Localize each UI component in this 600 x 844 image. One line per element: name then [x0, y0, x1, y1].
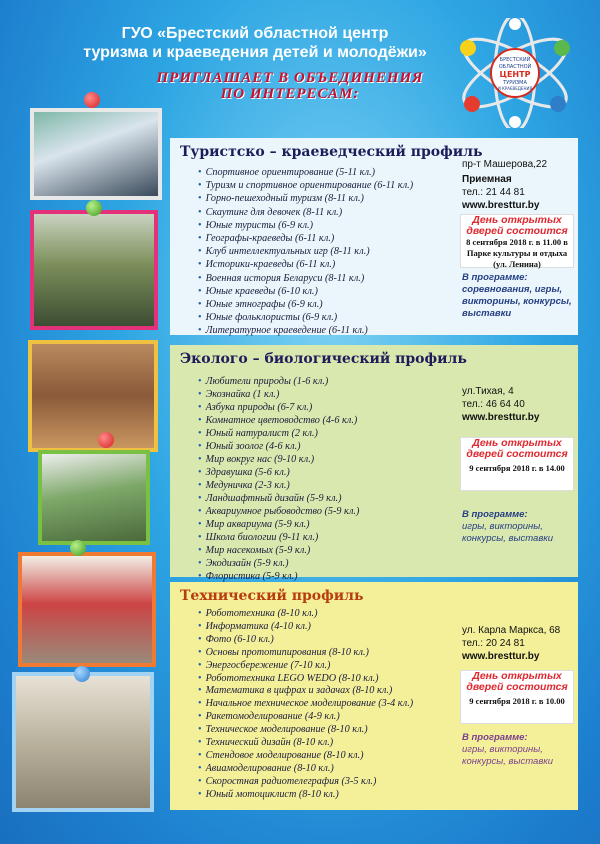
- address: ул. Карла Маркса, 68: [462, 625, 561, 636]
- photo-rafting: [30, 108, 162, 200]
- list-item: • Военная история Беларуси (8-11 кл.): [198, 272, 413, 285]
- list-item: • Юные туристы (6-9 кл.): [198, 219, 413, 232]
- photo-aircraft-models: [18, 552, 156, 667]
- list-item: • Школа биологии (9-11 кл.): [198, 531, 359, 544]
- list-item: • Мир аквариума (5-9 кл.): [198, 518, 359, 531]
- list-item: • Математика в цифрах и задачах (8-10 кл.): [198, 685, 413, 698]
- contact-info: [462, 158, 580, 212]
- photo-forest-group: [30, 210, 158, 330]
- address: пр-т Машерова,22: [462, 159, 548, 170]
- contact-info: [462, 624, 580, 663]
- section-technical-profile: [170, 582, 578, 810]
- list-item: • Мир насекомых (5-9 кл.): [198, 544, 359, 557]
- section-title: Туристско – краеведческий профиль: [180, 144, 483, 160]
- list-item: • Любители природы (1-6 кл.): [198, 375, 359, 388]
- open-day-title: День открытых дверей состоится: [466, 670, 568, 693]
- list-item: • Юный мотоциклист (8-10 кл.): [198, 789, 413, 802]
- open-day-title: День открытых дверей состоится: [466, 214, 568, 237]
- logo-line5: И КРАЕВЕДЕНИЯ: [497, 86, 533, 91]
- course-list: [198, 375, 359, 583]
- decor-ball-red: [84, 92, 100, 108]
- open-day-text: 9 сентября 2018 г. в 10.00: [469, 696, 565, 706]
- list-item: • Аквариумное рыбоводство (5-9 кл.): [198, 505, 359, 518]
- list-item: • Фото (6-10 кл.): [198, 634, 413, 647]
- list-item: • Горно-пешеходный туризм (8-11 кл.): [198, 192, 413, 205]
- program-info: [462, 509, 574, 545]
- list-item: • Спортивное ориентирование (5-11 кл.): [198, 166, 413, 179]
- list-item: • Авиамоделирование (8-10 кл.): [198, 763, 413, 776]
- contact-info: [462, 385, 580, 424]
- list-item: • Ракетомоделирование (4-9 кл.): [198, 711, 413, 724]
- program-info: [462, 272, 574, 320]
- section-ecology-profile: [170, 345, 578, 582]
- website: www.bresttur.by: [462, 651, 540, 662]
- program-head: В программе:: [462, 509, 528, 520]
- phone: тел.: 46 64 40: [462, 399, 525, 410]
- list-item: • Мир вокруг нас (9-10 кл.): [198, 453, 359, 466]
- list-item: • Основы прототипирования (8-10 кл.): [198, 647, 413, 660]
- list-item: • Флористика (5-9 кл.): [198, 570, 359, 583]
- list-item: • Энергосбережение (7-10 кл.): [198, 660, 413, 673]
- list-item: • Медуничка (2-3 кл.): [198, 479, 359, 492]
- list-item: • Азбука природы (6-7 кл.): [198, 401, 359, 414]
- list-item: • Комнатное цветоводство (4-6 кл.): [198, 414, 359, 427]
- section-title: Эколого – биологический профиль: [180, 351, 467, 367]
- course-list: [198, 608, 413, 802]
- decor-ball-green: [86, 200, 102, 216]
- invite-heading: ПРИГЛАШАЕТ В ОБЪЕДИНЕНИЯ ПО ИНТЕРЕСАМ:: [156, 70, 424, 102]
- photo-children-indoor: [28, 340, 158, 452]
- list-item: • Юные этнографы (6-9 кл.): [198, 298, 413, 311]
- list-item: • Юный натуралист (2 кл.): [198, 427, 359, 440]
- list-item: • Экознайка (1 кл.): [198, 388, 359, 401]
- program-info: [462, 732, 574, 768]
- open-day-text: 8 сентября 2018 г. в 11.00 в Парке культуры и отдыха (ул. Ленина): [466, 237, 568, 269]
- list-item: • Туризм и спортивное ориентирование (6-11 кл.): [198, 179, 413, 192]
- decor-ball-green-2: [70, 540, 86, 556]
- program-text: игры, викторины, конкурсы, выставки: [462, 744, 554, 767]
- phone: тел.: 21 44 81: [462, 187, 525, 198]
- section-tourism-profile: [170, 138, 578, 335]
- list-item: • Ландшафтный дизайн (5-9 кл.): [198, 492, 359, 505]
- address: ул.Тихая, 4: [462, 386, 514, 397]
- atom-logo: [450, 18, 580, 128]
- open-day-box: [460, 670, 574, 724]
- list-item: • Техническое моделирование (8-10 кл.): [198, 724, 413, 737]
- open-day-title: День открытых дверей состоится: [466, 437, 568, 460]
- logo-line2: ОБЛАСТНОЙ: [498, 64, 532, 70]
- program-text: игры, викторины, конкурсы, выставки: [462, 521, 554, 544]
- website: www.bresttur.by: [462, 412, 540, 423]
- list-item: • Историки-краеведы (6-11 кл.): [198, 258, 413, 271]
- open-day-box: [460, 214, 574, 268]
- open-day-box: [460, 437, 574, 491]
- list-item: • Скоростная радиотелеграфия (3-5 кл.): [198, 776, 413, 789]
- list-item: • Клуб интеллектуальных игр (8-11 кл.): [198, 245, 413, 258]
- list-item: • Экодизайн (5-9 кл.): [198, 557, 359, 570]
- list-item: • Робототехника LEGO WEDO (8-10 кл.): [198, 673, 413, 686]
- list-item: • Скаутинг для девочек (8-11 кл.): [198, 206, 413, 219]
- list-item: • Технический дизайн (8-10 кл.): [198, 737, 413, 750]
- photo-garden: [38, 450, 150, 545]
- logo-line3: ЦЕНТР: [499, 70, 531, 79]
- phone: тел.: 20 24 81: [462, 638, 525, 649]
- logo-line4: ТУРИЗМА: [503, 80, 527, 86]
- course-list: [198, 166, 413, 338]
- decor-ball-blue: [74, 666, 90, 682]
- decor-ball-red-2: [98, 432, 114, 448]
- list-item: • Стендовое моделирование (8-10 кл.): [198, 750, 413, 763]
- list-item: • Здравушка (5-6 кл.): [198, 466, 359, 479]
- open-day-text: 9 сентября 2018 г. в 14.00: [469, 463, 565, 473]
- list-item: • Информатика (4-10 кл.): [198, 621, 413, 634]
- reception-label: Приемная: [462, 174, 512, 185]
- list-item: • Юные краеведы (6-10 кл.): [198, 285, 413, 298]
- section-title: Технический профиль: [180, 588, 364, 604]
- list-item: • Юные фольклористы (6-9 кл.): [198, 311, 413, 324]
- list-item: • Начальное техническое моделирование (3-4 кл.): [198, 698, 413, 711]
- list-item: • Робототехника (8-10 кл.): [198, 608, 413, 621]
- logo-line1: БРЕСТСКИЙ: [499, 57, 531, 63]
- list-item: • Юный зоолог (4-6 кл.): [198, 440, 359, 453]
- program-head: В программе:: [462, 272, 528, 283]
- program-text: соревнования, игры, викторины, конкурсы, выставки: [462, 284, 572, 319]
- list-item: • Литературное краеведение (6-11 кл.): [198, 324, 413, 337]
- website: www.bresttur.by: [462, 200, 540, 211]
- program-head: В программе:: [462, 732, 528, 743]
- organization-title: ГУО «Брестский областной центр туризма и краеведения детей и молодёжи»: [83, 25, 427, 61]
- photo-technical-models: [12, 672, 154, 812]
- list-item: • Географы-краеведы (6-11 кл.): [198, 232, 413, 245]
